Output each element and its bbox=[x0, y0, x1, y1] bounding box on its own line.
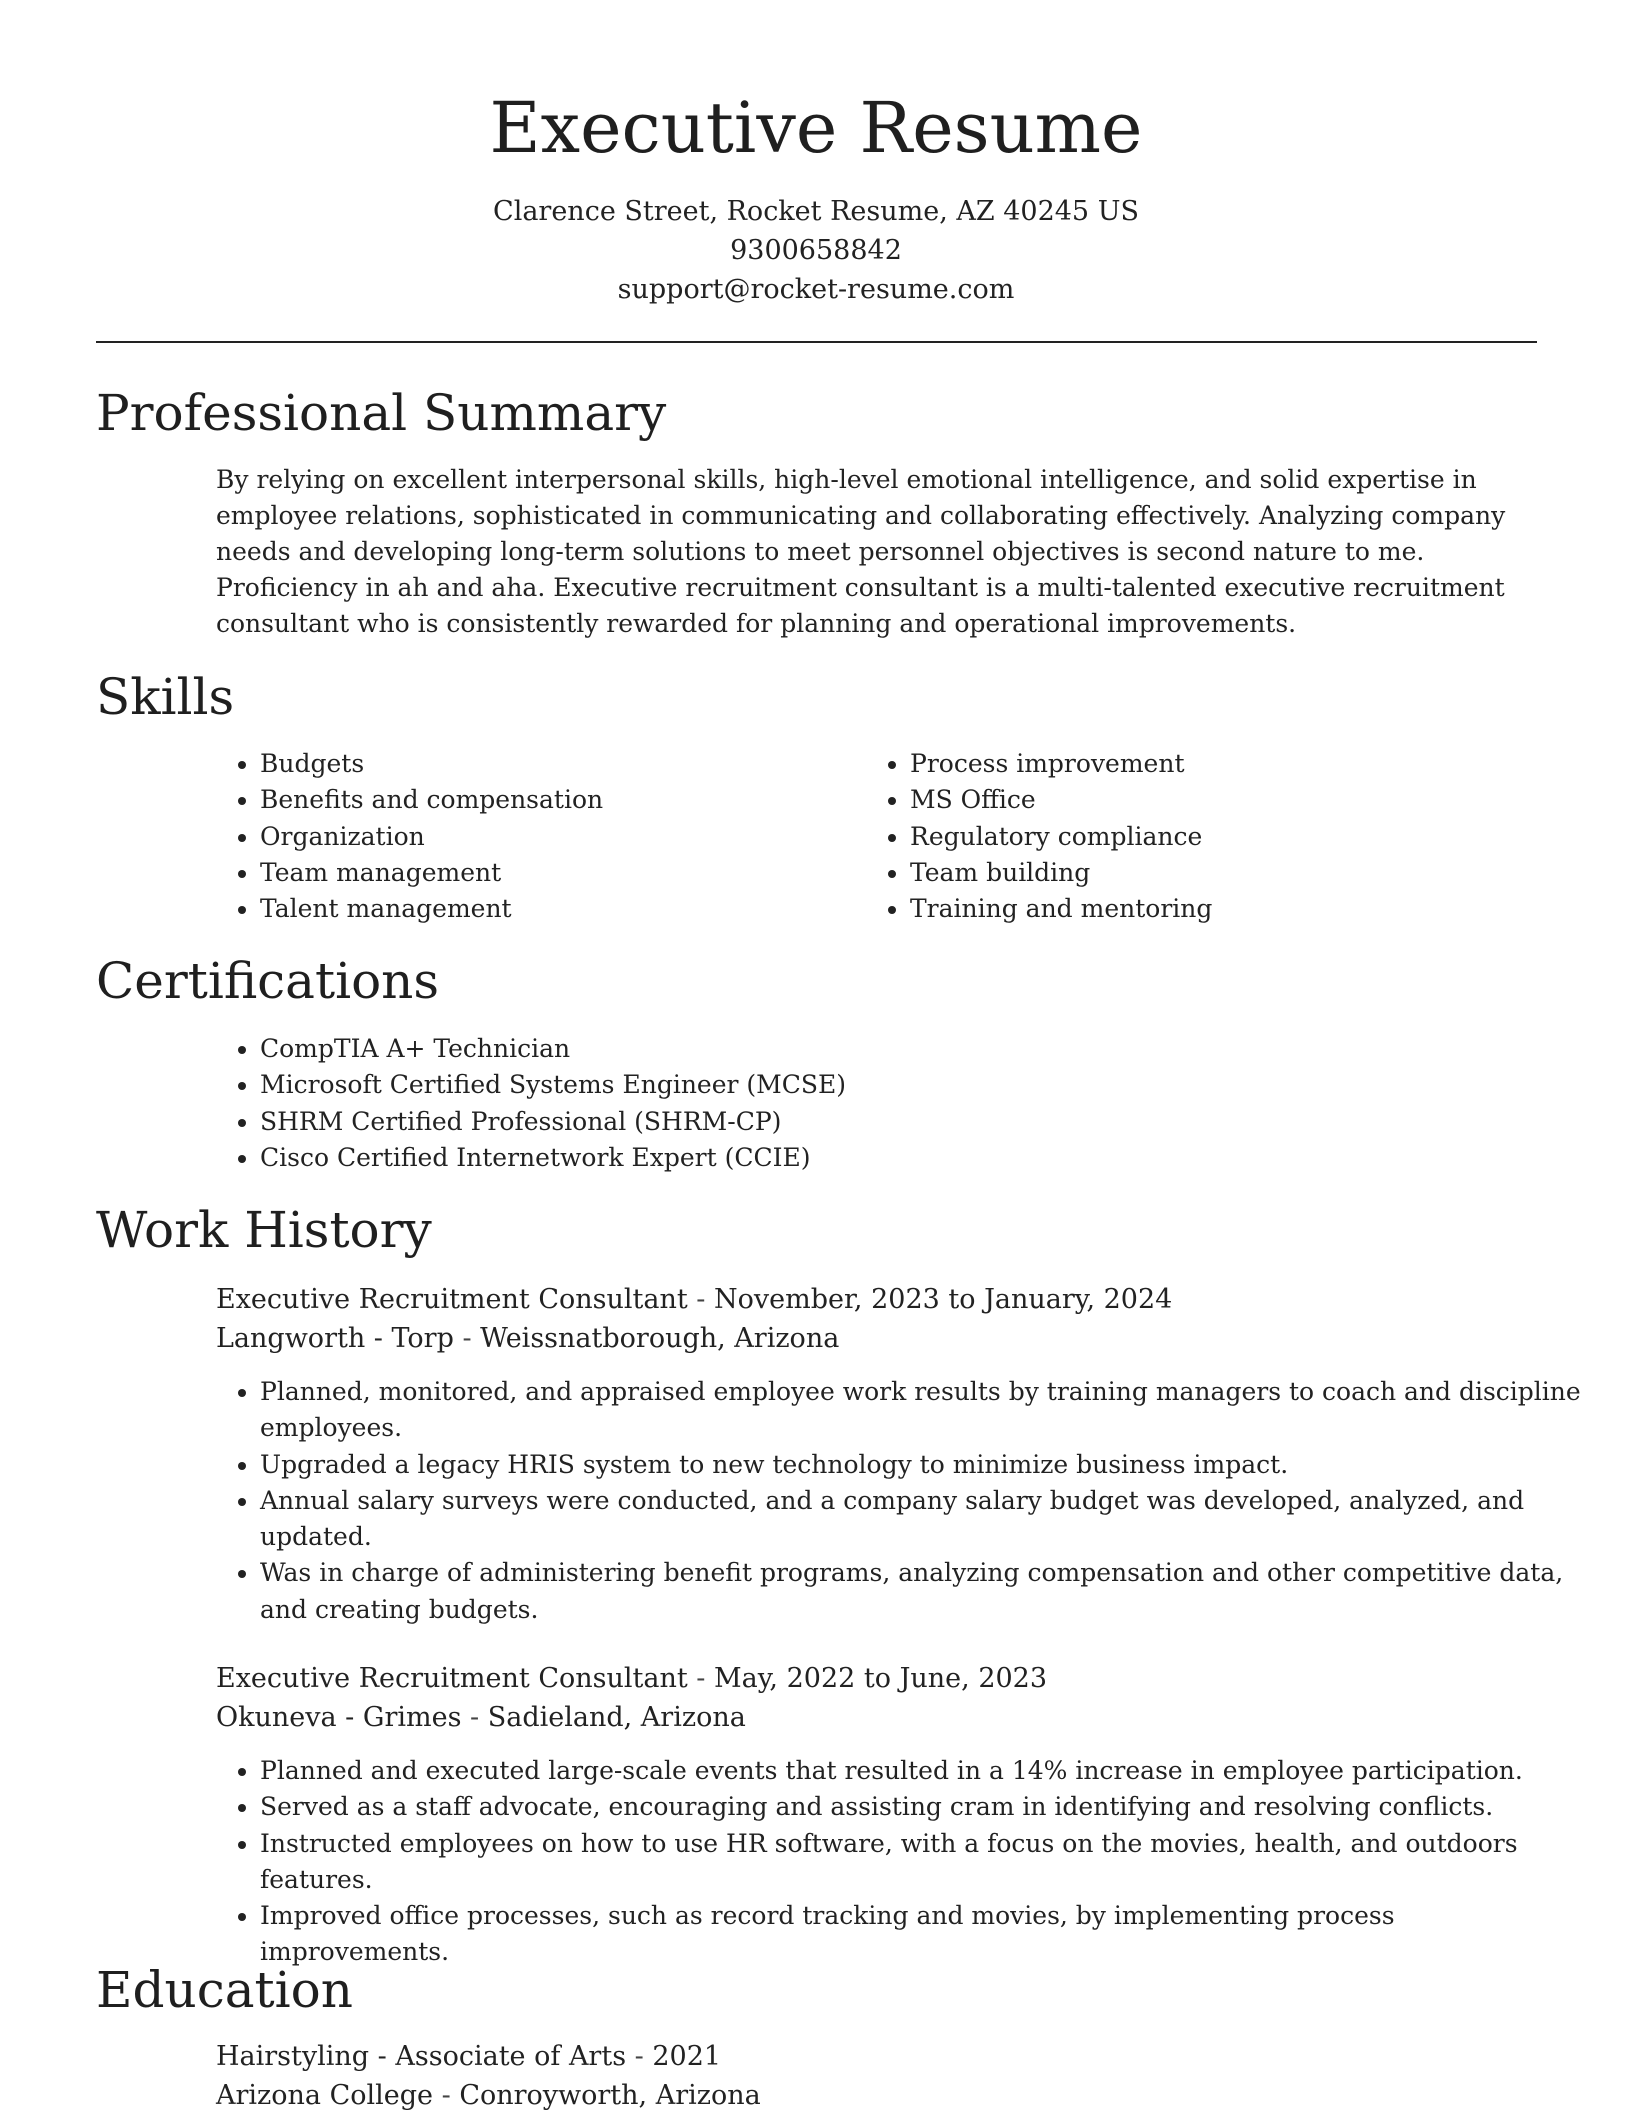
email: support@rocket-resume.com bbox=[617, 274, 1015, 305]
job-1-bullets bbox=[216, 1374, 1582, 1628]
education-school: Arizona College bbox=[216, 2080, 434, 2111]
job-1-company-line: Langworth - Torp - Weissnatborough, Arizona bbox=[216, 1323, 840, 1354]
job-bullet: • Planned, monitored, and appraised employee work results by training managers to coach and discipline employees. bbox=[260, 1374, 1582, 1447]
job-bullet: • Annual salary surveys were conducted, and a company salary budget was developed, analyzed, and updated. bbox=[260, 1483, 1582, 1556]
education-degree-line: Hairstyling - Associate of Arts - 2021 bbox=[216, 2041, 722, 2072]
phone: 9300658842 bbox=[730, 235, 902, 266]
skills-list-right bbox=[866, 746, 1212, 927]
job-dates: May, 2022 to June, 2023 bbox=[714, 1663, 1048, 1694]
job-company: Langworth - Torp bbox=[216, 1323, 454, 1354]
contact-block bbox=[0, 192, 1632, 309]
skill-item: • Talent management bbox=[260, 891, 603, 927]
skill-item: • Team management bbox=[260, 855, 603, 891]
header-divider bbox=[96, 341, 1537, 343]
certification-item: • CompTIA A+ Technician bbox=[260, 1031, 846, 1067]
education-year: 2021 bbox=[652, 2041, 722, 2072]
job-role: Executive Recruitment Consultant bbox=[216, 1284, 688, 1315]
skill-item: • Organization bbox=[260, 819, 603, 855]
education-degree: Hairstyling - Associate of Arts bbox=[216, 2041, 627, 2072]
education-heading: Education bbox=[96, 1961, 353, 2019]
certification-item: • Cisco Certified Internetwork Expert (CCIE) bbox=[260, 1140, 846, 1176]
job-2-title-line: Executive Recruitment Consultant - May, 2022 to June, 2023 bbox=[216, 1663, 1048, 1694]
address: Clarence Street, Rocket Resume, AZ 40245 US bbox=[493, 196, 1139, 227]
job-location: Weissnatborough, Arizona bbox=[480, 1323, 840, 1354]
skill-item: • Process improvement bbox=[910, 746, 1212, 782]
certifications-list bbox=[216, 1031, 846, 1176]
summary-text: By relying on excellent interpersonal skills, high-level emotional intelligence, and solid expertise in employee relations, sophisticated in communicating and collaborating effectively. Analyzing company needs and developing long-term solutions to meet personnel objectives is second nature to me. Proficiency in ah and aha. Executive recruitment consultant is a multi-talented executive recruitment consultant who is consistently rewarded for planning and operational improvements. bbox=[216, 465, 1506, 638]
education-location: Conroyworth, Arizona bbox=[459, 2080, 761, 2111]
job-bullet: • Improved office processes, such as record tracking and movies, by implementing process improvements. bbox=[260, 1898, 1582, 1971]
skill-item: • Budgets bbox=[260, 746, 603, 782]
certification-item: • SHRM Certified Professional (SHRM-CP) bbox=[260, 1104, 846, 1140]
job-bullet: • Was in charge of administering benefit programs, analyzing compensation and other competitive data, and creating budgets. bbox=[260, 1555, 1582, 1628]
resume-header bbox=[0, 82, 1632, 309]
skill-item: • Team building bbox=[910, 855, 1212, 891]
certifications-heading: Certifications bbox=[96, 952, 440, 1010]
job-company: Okuneva - Grimes bbox=[216, 1702, 462, 1733]
skill-item: • Benefits and compensation bbox=[260, 782, 603, 818]
job-dates: November, 2023 to January, 2024 bbox=[714, 1284, 1173, 1315]
summary-heading: Professional Summary bbox=[96, 384, 667, 442]
skill-item: • Training and mentoring bbox=[910, 891, 1212, 927]
skills-heading: Skills bbox=[96, 668, 235, 726]
work-history-heading: Work History bbox=[96, 1201, 432, 1259]
job-bullet: • Planned and executed large-scale events that resulted in a 14% increase in employee participation. bbox=[260, 1753, 1582, 1789]
certification-item: • Microsoft Certified Systems Engineer (MCSE) bbox=[260, 1067, 846, 1103]
skill-item: • Regulatory compliance bbox=[910, 819, 1212, 855]
education-school-line: Arizona College - Conroyworth, Arizona bbox=[216, 2080, 761, 2111]
job-role: Executive Recruitment Consultant bbox=[216, 1663, 688, 1694]
job-2-company-line: Okuneva - Grimes - Sadieland, Arizona bbox=[216, 1702, 746, 1733]
skill-item: • MS Office bbox=[910, 782, 1212, 818]
job-2-bullets bbox=[216, 1753, 1582, 1971]
job-bullet: • Upgraded a legacy HRIS system to new technology to minimize business impact. bbox=[260, 1447, 1582, 1483]
skills-list-left bbox=[216, 746, 603, 927]
candidate-name: Executive Resume bbox=[489, 87, 1143, 169]
job-bullet: • Instructed employees on how to use HR software, with a focus on the movies, health, and outdoors features. bbox=[260, 1826, 1582, 1899]
job-bullet: • Served as a staff advocate, encouraging and assisting cram in identifying and resolving conflicts. bbox=[260, 1789, 1582, 1825]
job-1-title-line: Executive Recruitment Consultant - November, 2023 to January, 2024 bbox=[216, 1284, 1173, 1315]
job-location: Sadieland, Arizona bbox=[487, 1702, 746, 1733]
